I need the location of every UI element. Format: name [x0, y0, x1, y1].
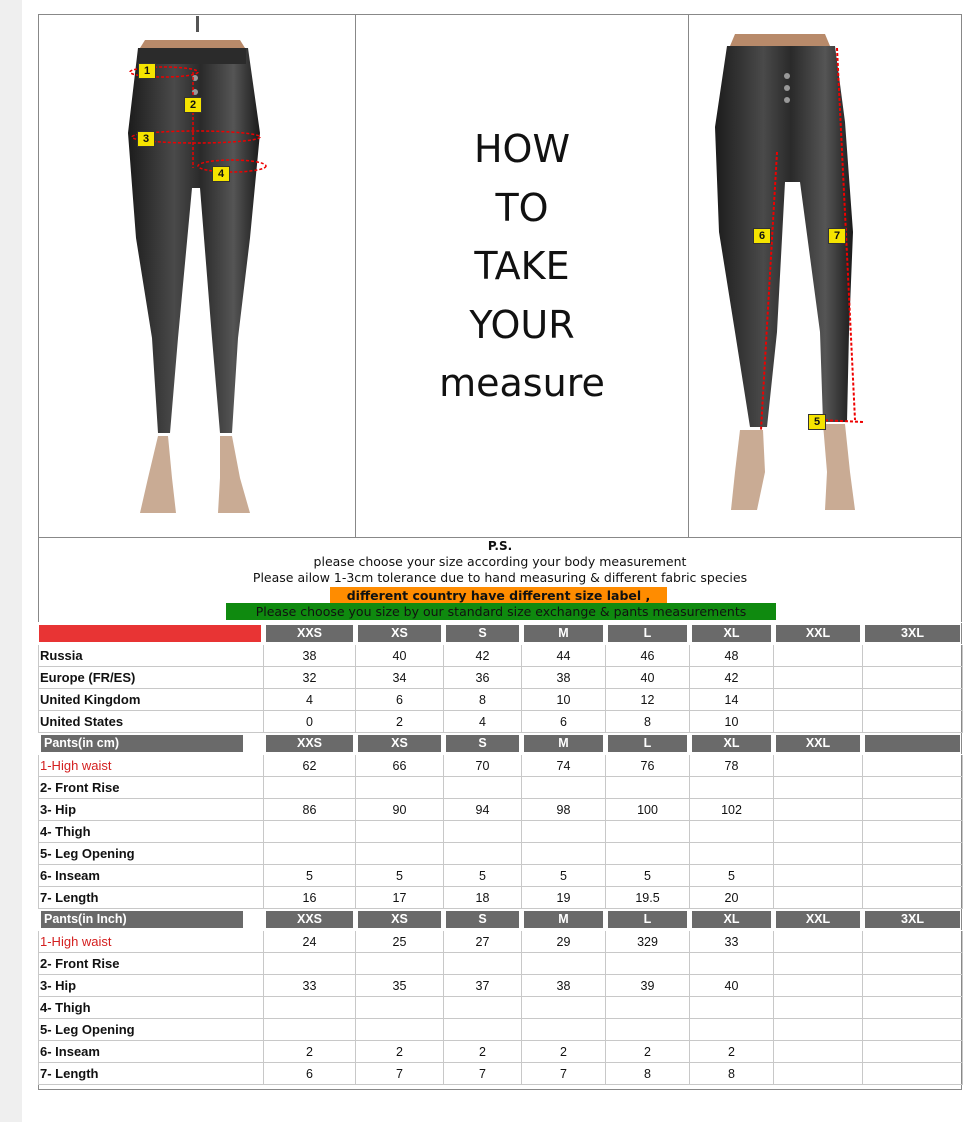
marker-3: 3 — [137, 131, 155, 147]
table-cell — [264, 1019, 356, 1041]
table-cell: 37 — [444, 975, 522, 997]
table-cell — [606, 997, 690, 1019]
table-cell: 39 — [606, 975, 690, 997]
table-cell — [863, 667, 963, 689]
table-cell — [774, 667, 863, 689]
size-header: L — [608, 625, 687, 642]
table-cell: 12 — [606, 689, 690, 711]
size-header — [865, 735, 960, 752]
row-label: 3- Hip — [39, 975, 264, 997]
table-cell: 102 — [690, 799, 774, 821]
table-cell — [863, 1063, 963, 1085]
table-cell: 98 — [522, 799, 606, 821]
table-cell — [522, 997, 606, 1019]
table-cell: 17 — [356, 887, 444, 909]
table-cell: 36 — [444, 667, 522, 689]
table-cell: 78 — [690, 755, 774, 777]
table-cell: 100 — [606, 799, 690, 821]
table-cell: 66 — [356, 755, 444, 777]
table-cell — [690, 843, 774, 865]
table-cell — [863, 997, 963, 1019]
table-cell: 18 — [444, 887, 522, 909]
table-cell — [264, 953, 356, 975]
table-cell: 20 — [690, 887, 774, 909]
table-cell — [774, 777, 863, 799]
table-cell: 5 — [356, 865, 444, 887]
table-cell — [863, 711, 963, 733]
size-header: M — [524, 625, 603, 642]
header-row — [39, 909, 963, 931]
size-header: XL — [692, 625, 771, 642]
row-label: 4- Thigh — [39, 821, 264, 843]
table-cell — [774, 1041, 863, 1063]
table-row — [39, 975, 963, 997]
table-cell — [444, 953, 522, 975]
row-label: 4- Thigh — [39, 997, 264, 1019]
table-cell — [606, 777, 690, 799]
table-cell — [863, 645, 963, 667]
table-cell: 38 — [264, 645, 356, 667]
table-cell: 94 — [444, 799, 522, 821]
header-row — [39, 733, 963, 755]
divider — [38, 537, 962, 538]
divider — [688, 14, 689, 537]
table-cell — [774, 843, 863, 865]
table-cell — [690, 997, 774, 1019]
table-row — [39, 821, 963, 843]
section-label: Pants(in Inch) — [41, 911, 243, 928]
table-cell — [774, 711, 863, 733]
table-cell: 2 — [264, 1041, 356, 1063]
size-header: L — [608, 911, 687, 928]
table-cell: 70 — [444, 755, 522, 777]
table-cell — [356, 953, 444, 975]
size-header: S — [446, 735, 519, 752]
table-cell: 74 — [522, 755, 606, 777]
row-label: 2- Front Rise — [39, 777, 264, 799]
table-cell — [444, 1019, 522, 1041]
table-cell — [356, 821, 444, 843]
table-cell: 42 — [444, 645, 522, 667]
table-row — [39, 1063, 963, 1085]
table-cell — [863, 821, 963, 843]
table-cell — [863, 777, 963, 799]
table-row — [39, 645, 963, 667]
table-cell — [606, 821, 690, 843]
size-header: XS — [358, 911, 441, 928]
row-label: 1-High waist — [39, 755, 264, 777]
table-cell — [774, 975, 863, 997]
size-header: S — [446, 911, 519, 928]
size-chart-table — [38, 622, 963, 1085]
size-header: 3XL — [865, 625, 960, 642]
divider-mark — [196, 16, 199, 32]
table-cell: 5 — [606, 865, 690, 887]
table-cell: 19 — [522, 887, 606, 909]
table-cell: 29 — [522, 931, 606, 953]
table-row — [39, 755, 963, 777]
table-row — [39, 865, 963, 887]
table-cell: 4 — [444, 711, 522, 733]
table-row — [39, 799, 963, 821]
table-cell: 329 — [606, 931, 690, 953]
size-header: XXS — [266, 735, 353, 752]
notice-heading: P.S. — [487, 539, 513, 553]
section-label: Pants(in cm) — [41, 735, 243, 752]
table-row — [39, 777, 963, 799]
table-cell: 38 — [522, 975, 606, 997]
notice — [38, 539, 962, 586]
table-cell: 62 — [264, 755, 356, 777]
table-cell: 16 — [264, 887, 356, 909]
table-cell — [774, 689, 863, 711]
table-row — [39, 1019, 963, 1041]
notice-line: please choose your size according your body measurement — [313, 554, 687, 569]
row-label: 3- Hip — [39, 799, 264, 821]
size-header: XS — [358, 735, 441, 752]
row-label: 6- Inseam — [39, 865, 264, 887]
table-cell — [863, 865, 963, 887]
row-label: 1-High waist — [39, 931, 264, 953]
table-cell: 48 — [690, 645, 774, 667]
table-cell — [444, 997, 522, 1019]
table-cell: 7 — [356, 1063, 444, 1085]
notice-line: Please ailow 1-3cm tolerance due to hand measuring & different fabric species — [252, 570, 748, 585]
row-label: 5- Leg Opening — [39, 1019, 264, 1041]
table-cell — [863, 689, 963, 711]
table-cell: 6 — [356, 689, 444, 711]
table-row — [39, 997, 963, 1019]
table-cell: 8 — [690, 1063, 774, 1085]
table-cell: 33 — [264, 975, 356, 997]
marker-7: 7 — [828, 228, 846, 244]
table-cell: 8 — [606, 711, 690, 733]
table-cell: 24 — [264, 931, 356, 953]
table-cell: 8 — [606, 1063, 690, 1085]
table-cell — [356, 843, 444, 865]
marker-2: 2 — [184, 97, 202, 113]
table-cell: 32 — [264, 667, 356, 689]
table-cell — [444, 777, 522, 799]
table-cell: 90 — [356, 799, 444, 821]
table-cell — [264, 821, 356, 843]
table-cell: 7 — [522, 1063, 606, 1085]
table-cell — [522, 821, 606, 843]
table-cell — [863, 975, 963, 997]
table-cell — [690, 953, 774, 975]
table-cell — [774, 799, 863, 821]
size-header: XXS — [266, 625, 353, 642]
row-label: Russia — [39, 645, 264, 667]
table-cell: 4 — [264, 689, 356, 711]
size-header: XXL — [776, 625, 860, 642]
table-cell: 44 — [522, 645, 606, 667]
table-cell: 40 — [690, 975, 774, 997]
size-exchange-banner: Please choose you size by our standard size exchange & pants measurements — [226, 603, 776, 620]
table-cell — [606, 1019, 690, 1041]
table-cell: 5 — [264, 865, 356, 887]
table-cell: 38 — [522, 667, 606, 689]
table-row — [39, 843, 963, 865]
table-cell: 2 — [690, 1041, 774, 1063]
table-cell — [863, 953, 963, 975]
table-row — [39, 689, 963, 711]
table-cell: 40 — [356, 645, 444, 667]
table-cell — [444, 821, 522, 843]
table-cell: 2 — [522, 1041, 606, 1063]
table-cell — [356, 777, 444, 799]
table-cell: 86 — [264, 799, 356, 821]
size-header: M — [524, 735, 603, 752]
table-cell — [522, 953, 606, 975]
table-cell: 14 — [690, 689, 774, 711]
table-cell — [774, 931, 863, 953]
table-cell — [606, 953, 690, 975]
table-cell: 7 — [444, 1063, 522, 1085]
table-cell — [863, 755, 963, 777]
page-title: HOW TO TAKE YOUR measure — [439, 127, 605, 405]
table-cell — [444, 843, 522, 865]
table-cell — [863, 931, 963, 953]
table-cell — [774, 953, 863, 975]
table-cell: 33 — [690, 931, 774, 953]
row-label: 7- Length — [39, 887, 264, 909]
table-cell — [264, 777, 356, 799]
size-header: XXS — [266, 911, 353, 928]
table-row — [39, 711, 963, 733]
table-row — [39, 667, 963, 689]
table-cell: 5 — [690, 865, 774, 887]
table-cell: 34 — [356, 667, 444, 689]
table-cell — [863, 887, 963, 909]
table-cell — [264, 843, 356, 865]
table-cell: 42 — [690, 667, 774, 689]
size-header: XXL — [776, 735, 860, 752]
table-cell — [774, 755, 863, 777]
table-cell: 35 — [356, 975, 444, 997]
row-label: United Kingdom — [39, 689, 264, 711]
table-row — [39, 887, 963, 909]
row-label: United States — [39, 711, 264, 733]
table-cell: 40 — [606, 667, 690, 689]
table-cell — [774, 1019, 863, 1041]
table-cell — [522, 777, 606, 799]
table-cell: 5 — [522, 865, 606, 887]
table-cell — [863, 799, 963, 821]
size-header: XXL — [776, 911, 860, 928]
table-cell: 8 — [444, 689, 522, 711]
header-row — [39, 623, 963, 645]
table-cell — [690, 1019, 774, 1041]
country-label-banner: different country have different size label , — [330, 587, 667, 604]
table-cell: 2 — [356, 1041, 444, 1063]
table-cell — [264, 997, 356, 1019]
table-cell — [774, 645, 863, 667]
table-cell: 25 — [356, 931, 444, 953]
row-label: 7- Length — [39, 1063, 264, 1085]
size-header: XL — [692, 911, 771, 928]
row-label: 5- Leg Opening — [39, 843, 264, 865]
marker-5: 5 — [808, 414, 826, 430]
marker-6: 6 — [753, 228, 771, 244]
row-label: Europe (FR/ES) — [39, 667, 264, 689]
pants-side-image — [705, 32, 875, 517]
red-header-bar — [39, 625, 261, 642]
row-label: 6- Inseam — [39, 1041, 264, 1063]
table-cell — [356, 997, 444, 1019]
table-cell — [690, 777, 774, 799]
table-cell: 2 — [444, 1041, 522, 1063]
marker-4: 4 — [212, 166, 230, 182]
table-cell — [356, 1019, 444, 1041]
table-cell — [690, 821, 774, 843]
table-cell — [606, 843, 690, 865]
table-cell: 10 — [690, 711, 774, 733]
table-cell — [774, 821, 863, 843]
table-row — [39, 953, 963, 975]
size-header: M — [524, 911, 603, 928]
row-label: 2- Front Rise — [39, 953, 264, 975]
size-header: 3XL — [865, 911, 960, 928]
table-cell: 27 — [444, 931, 522, 953]
table-cell: 5 — [444, 865, 522, 887]
size-header: XS — [358, 625, 441, 642]
size-header: XL — [692, 735, 771, 752]
table-cell: 6 — [522, 711, 606, 733]
table-cell: 46 — [606, 645, 690, 667]
table-cell — [522, 843, 606, 865]
table-cell: 6 — [264, 1063, 356, 1085]
table-row — [39, 1041, 963, 1063]
table-cell — [774, 865, 863, 887]
table-cell — [774, 887, 863, 909]
table-cell — [863, 1041, 963, 1063]
table-cell: 76 — [606, 755, 690, 777]
table-cell — [863, 843, 963, 865]
table-cell: 2 — [606, 1041, 690, 1063]
table-cell: 2 — [356, 711, 444, 733]
size-header: L — [608, 735, 687, 752]
table-cell — [774, 1063, 863, 1085]
size-header: S — [446, 625, 519, 642]
table-cell: 0 — [264, 711, 356, 733]
table-cell: 10 — [522, 689, 606, 711]
table-cell — [774, 997, 863, 1019]
table-cell: 19.5 — [606, 887, 690, 909]
table-cell — [522, 1019, 606, 1041]
marker-1: 1 — [138, 63, 156, 79]
table-row — [39, 931, 963, 953]
table-cell — [863, 1019, 963, 1041]
